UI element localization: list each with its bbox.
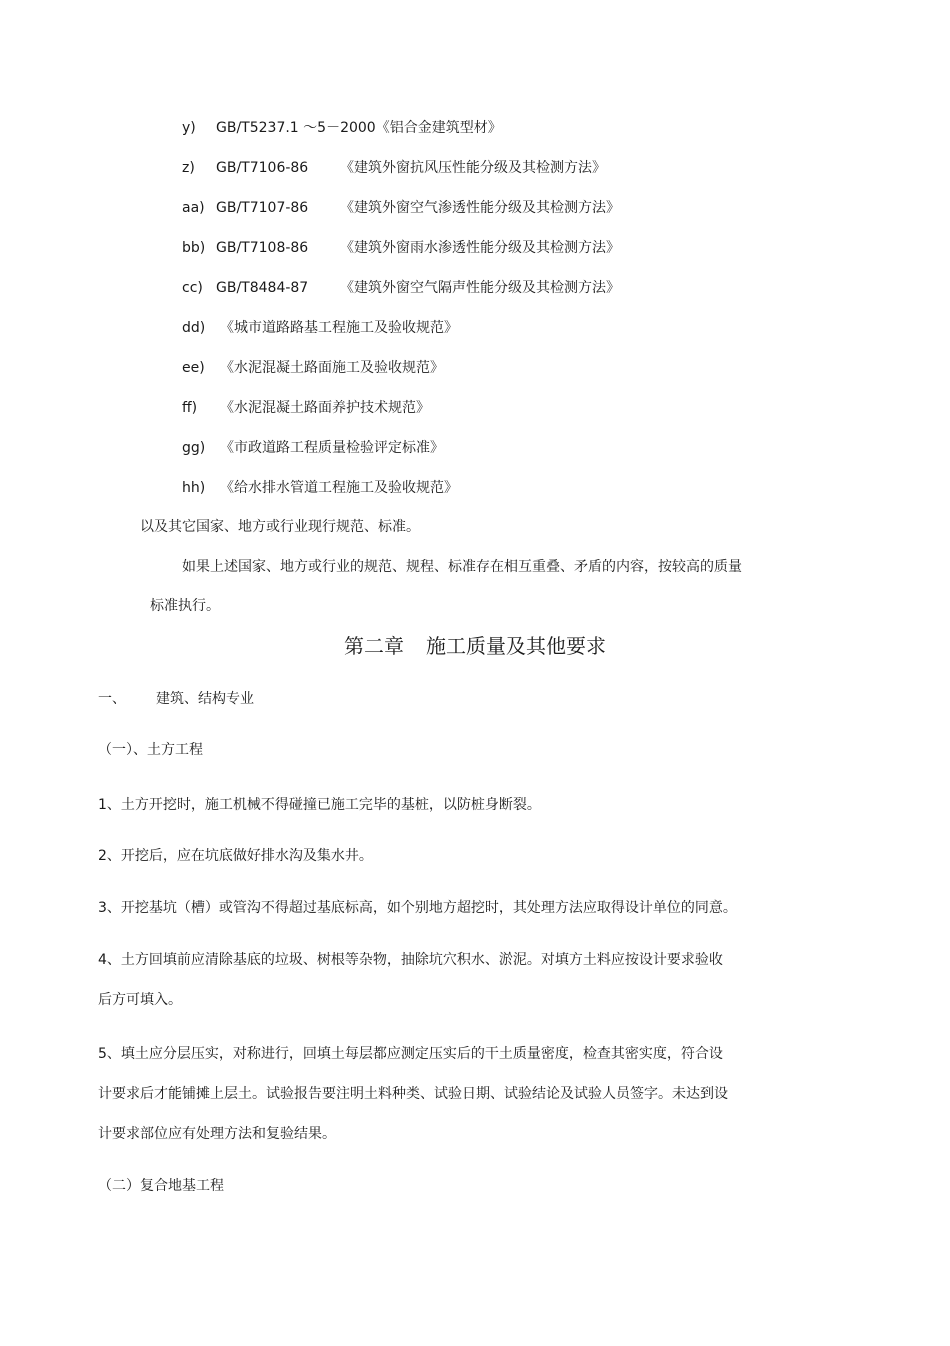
- section-title: 建筑、结构专业: [156, 691, 254, 707]
- paragraph-item-3: 3、开挖基坑（槽）或管沟不得超过基底标高，如个别地方超挖时，其处理方法应取得设计单位的同意。: [98, 900, 737, 916]
- reference-title: 《城市道路路基工程施工及验收规范》: [220, 320, 458, 336]
- reference-title: 《给水排水管道工程施工及验收规范》: [220, 480, 458, 496]
- reference-label: aa): [182, 200, 205, 216]
- reference-item-ff: [182, 399, 430, 417]
- reference-item-ee: [182, 359, 444, 377]
- paragraph-item-4-line2: 后方可填入。: [98, 992, 182, 1008]
- reference-label: dd): [182, 320, 206, 336]
- reference-item-aa: [182, 199, 620, 217]
- reference-code: GB/T7108-86: [216, 240, 309, 256]
- reference-code: GB/T7107-86: [216, 200, 309, 216]
- conflict-note-line1: 如果上述国家、地方或行业的规范、规程、标准存在相互重叠、矛盾的内容，按较高的质量: [182, 559, 742, 575]
- paragraph-item-4-line1: 4、土方回填前应清除基底的垃圾、树根等杂物，抽除坑穴积水、淤泥。对填方土料应按设计要求验收: [98, 952, 723, 968]
- paragraph-item-5-line3: 计要求部位应有处理方法和复验结果。: [98, 1126, 336, 1142]
- reference-label: z): [182, 160, 195, 176]
- section-heading: [98, 690, 254, 708]
- subsection-heading-composite-foundation: （二）复合地基工程: [98, 1178, 224, 1194]
- paragraph-item-2: 2、开挖后，应在坑底做好排水沟及集水井。: [98, 848, 373, 864]
- reference-label: bb): [182, 240, 206, 256]
- reference-title: 《建筑外窗抗风压性能分级及其检测方法》: [340, 160, 606, 176]
- reference-item-bb: [182, 239, 620, 257]
- chapter-heading: [0, 633, 950, 659]
- reference-label: y): [182, 120, 196, 136]
- reference-title: 《水泥混凝土路面养护技术规范》: [220, 400, 430, 416]
- reference-item-z: [182, 159, 606, 177]
- reference-item-hh: [182, 479, 458, 497]
- reference-title: 《建筑外窗空气渗透性能分级及其检测方法》: [340, 200, 620, 216]
- reference-label: ff): [182, 400, 198, 416]
- reference-title: 《水泥混凝土路面施工及验收规范》: [220, 360, 444, 376]
- chapter-number: 第二章: [344, 634, 404, 658]
- reference-item-gg: [182, 439, 444, 457]
- reference-title: 《建筑外窗雨水渗透性能分级及其检测方法》: [340, 240, 620, 256]
- other-standards-text: 以及其它国家、地方或行业现行规范、标准。: [140, 519, 420, 535]
- reference-title: 《铝合金建筑型材》: [375, 120, 502, 136]
- section-number: 一、: [98, 691, 126, 707]
- subsection-heading-earthwork: （一）、土方工程: [98, 742, 203, 758]
- paragraph-item-1: 1、土方开挖时，施工机械不得碰撞已施工完毕的基桩，以防桩身断裂。: [98, 797, 541, 813]
- paragraph-item-5-line1: 5、填土应分层压实，对称进行，回填土每层都应测定压实后的干土质量密度，检查其密实度，符合设: [98, 1046, 723, 1062]
- reference-label: gg): [182, 440, 206, 456]
- reference-title: 《建筑外窗空气隔声性能分级及其检测方法》: [340, 280, 620, 296]
- reference-label: ee): [182, 360, 205, 376]
- reference-code: GB/T8484-87: [216, 280, 309, 296]
- reference-label: hh): [182, 480, 206, 496]
- reference-item-y: [182, 119, 502, 137]
- chapter-title: 施工质量及其他要求: [426, 634, 606, 658]
- reference-item-dd: [182, 319, 458, 337]
- reference-code: GB/T7106-86: [216, 160, 309, 176]
- paragraph-item-5-line2: 计要求后才能铺摊上层土。试验报告要注明土料种类、试验日期、试验结论及试验人员签字。未达到设: [98, 1086, 728, 1102]
- reference-item-cc: [182, 279, 620, 297]
- reference-title: 《市政道路工程质量检验评定标准》: [220, 440, 444, 456]
- conflict-note-line2: 标准执行。: [150, 598, 220, 614]
- reference-code: GB/T5237.1 ～5－2000: [216, 120, 376, 136]
- reference-label: cc): [182, 280, 203, 296]
